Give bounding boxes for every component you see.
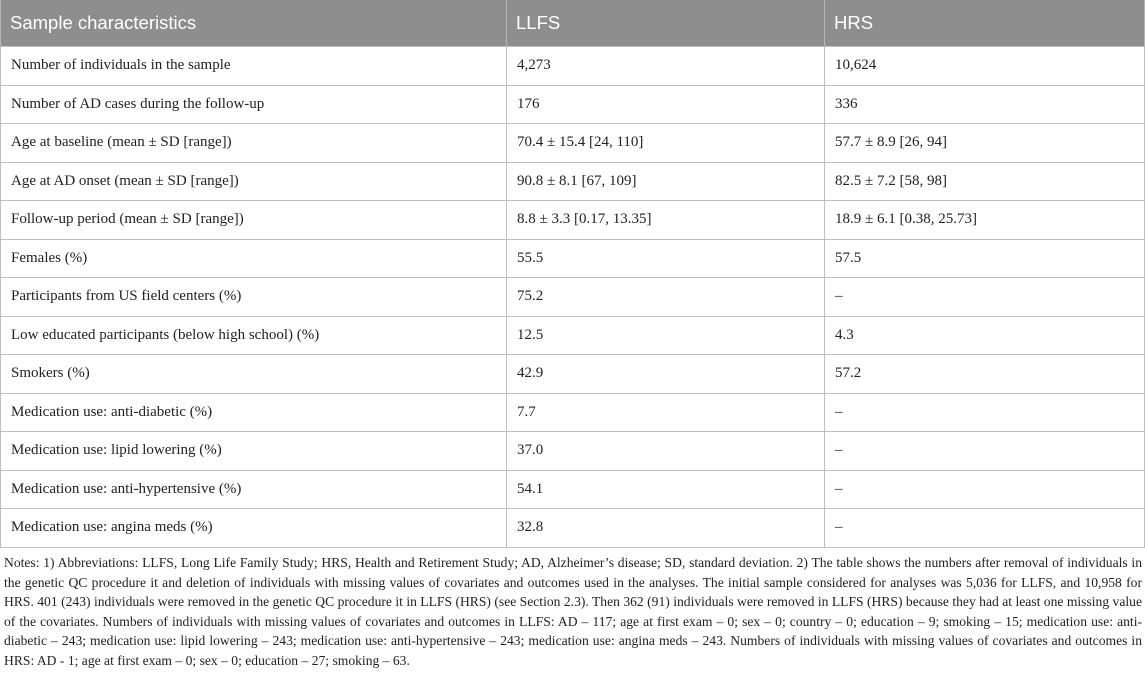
hrs-value-cell: 82.5 ± 7.2 [58, 98] [825,162,1145,201]
table-row [1,393,1145,432]
table-row [1,470,1145,509]
table-row [1,278,1145,317]
hrs-value-cell: 18.9 ± 6.1 [0.38, 25.73] [825,201,1145,240]
row-label-cell: Medication use: anti-hypertensive (%) [1,470,507,509]
table-body [1,47,1145,548]
table-notes: Notes: 1) Abbreviations: LLFS, Long Life Family Study; HRS, Health and Retirement Study; AD, Alzheimer’s disease; SD, standard deviation. 2) The table shows the numbers after removal of individuals in the genetic QC procedure it and deletion of individuals with missing values of covariates and outcomes used in the analyses. The initial sample considered for analyses was 5,036 for LLFS, and 10,958 for HRS. 401 (243) individuals were removed in the genetic QC procedure it in LLFS (HRS) (see Section 2.3). Then 362 (91) individuals were removed in LLFS (HRS) because they had at least one missing value of the covariates. Numbers of individuals with missing values of covariates and outcomes in LLFS: AD – 117; age at first exam – 0; sex – 0; country – 0; education – 9; smoking – 15; medication use: anti-diabetic – 243; medication use: lipid lowering – 243; medication use: anti-hypertensive – 243; medication use: angina meds – 243. Numbers of individuals with missing values of covariates and outcomes in HRS: AD - 1; age at first exam – 0; sex – 0; education – 27; smoking – 63. [4,555,1142,668]
hrs-value-cell: – [825,278,1145,317]
hrs-value-cell: – [825,509,1145,548]
llfs-value-cell: 55.5 [507,239,825,278]
row-label-cell: Low educated participants (below high school) (%) [1,316,507,355]
hrs-value-cell: 336 [825,85,1145,124]
table-row [1,47,1145,86]
row-label-cell: Medication use: anti-diabetic (%) [1,393,507,432]
hrs-value-cell: – [825,432,1145,471]
row-label-cell: Females (%) [1,239,507,278]
hrs-value-cell: 57.5 [825,239,1145,278]
table-row [1,316,1145,355]
hrs-value-cell: – [825,470,1145,509]
table-row [1,124,1145,163]
table-row [1,162,1145,201]
hrs-value-cell: 57.2 [825,355,1145,394]
llfs-value-cell: 90.8 ± 8.1 [67, 109] [507,162,825,201]
llfs-value-cell: 42.9 [507,355,825,394]
table-row [1,239,1145,278]
row-label-cell: Smokers (%) [1,355,507,394]
llfs-value-cell: 32.8 [507,509,825,548]
table-row [1,85,1145,124]
table-row [1,355,1145,394]
hrs-value-cell: 10,624 [825,47,1145,86]
hrs-value-cell: – [825,393,1145,432]
llfs-value-cell: 176 [507,85,825,124]
llfs-value-cell: 12.5 [507,316,825,355]
row-label-cell: Age at baseline (mean ± SD [range]) [1,124,507,163]
llfs-value-cell: 7.7 [507,393,825,432]
table-row [1,509,1145,548]
row-label-cell: Number of individuals in the sample [1,47,507,86]
table-row [1,201,1145,240]
table-header-row [1,0,1145,47]
row-label-cell: Follow-up period (mean ± SD [range]) [1,201,507,240]
row-label-cell: Participants from US field centers (%) [1,278,507,317]
table-row [1,432,1145,471]
row-label-cell: Number of AD cases during the follow-up [1,85,507,124]
llfs-value-cell: 37.0 [507,432,825,471]
llfs-value-cell: 70.4 ± 15.4 [24, 110] [507,124,825,163]
row-label-cell: Medication use: lipid lowering (%) [1,432,507,471]
row-label-cell: Age at AD onset (mean ± SD [range]) [1,162,507,201]
header-sample-characteristics: Sample characteristics [1,0,507,47]
llfs-value-cell: 54.1 [507,470,825,509]
llfs-value-cell: 4,273 [507,47,825,86]
llfs-value-cell: 8.8 ± 3.3 [0.17, 13.35] [507,201,825,240]
llfs-value-cell: 75.2 [507,278,825,317]
hrs-value-cell: 4.3 [825,316,1145,355]
hrs-value-cell: 57.7 ± 8.9 [26, 94] [825,124,1145,163]
row-label-cell: Medication use: angina meds (%) [1,509,507,548]
header-llfs: LLFS [507,0,825,47]
header-hrs: HRS [825,0,1145,47]
